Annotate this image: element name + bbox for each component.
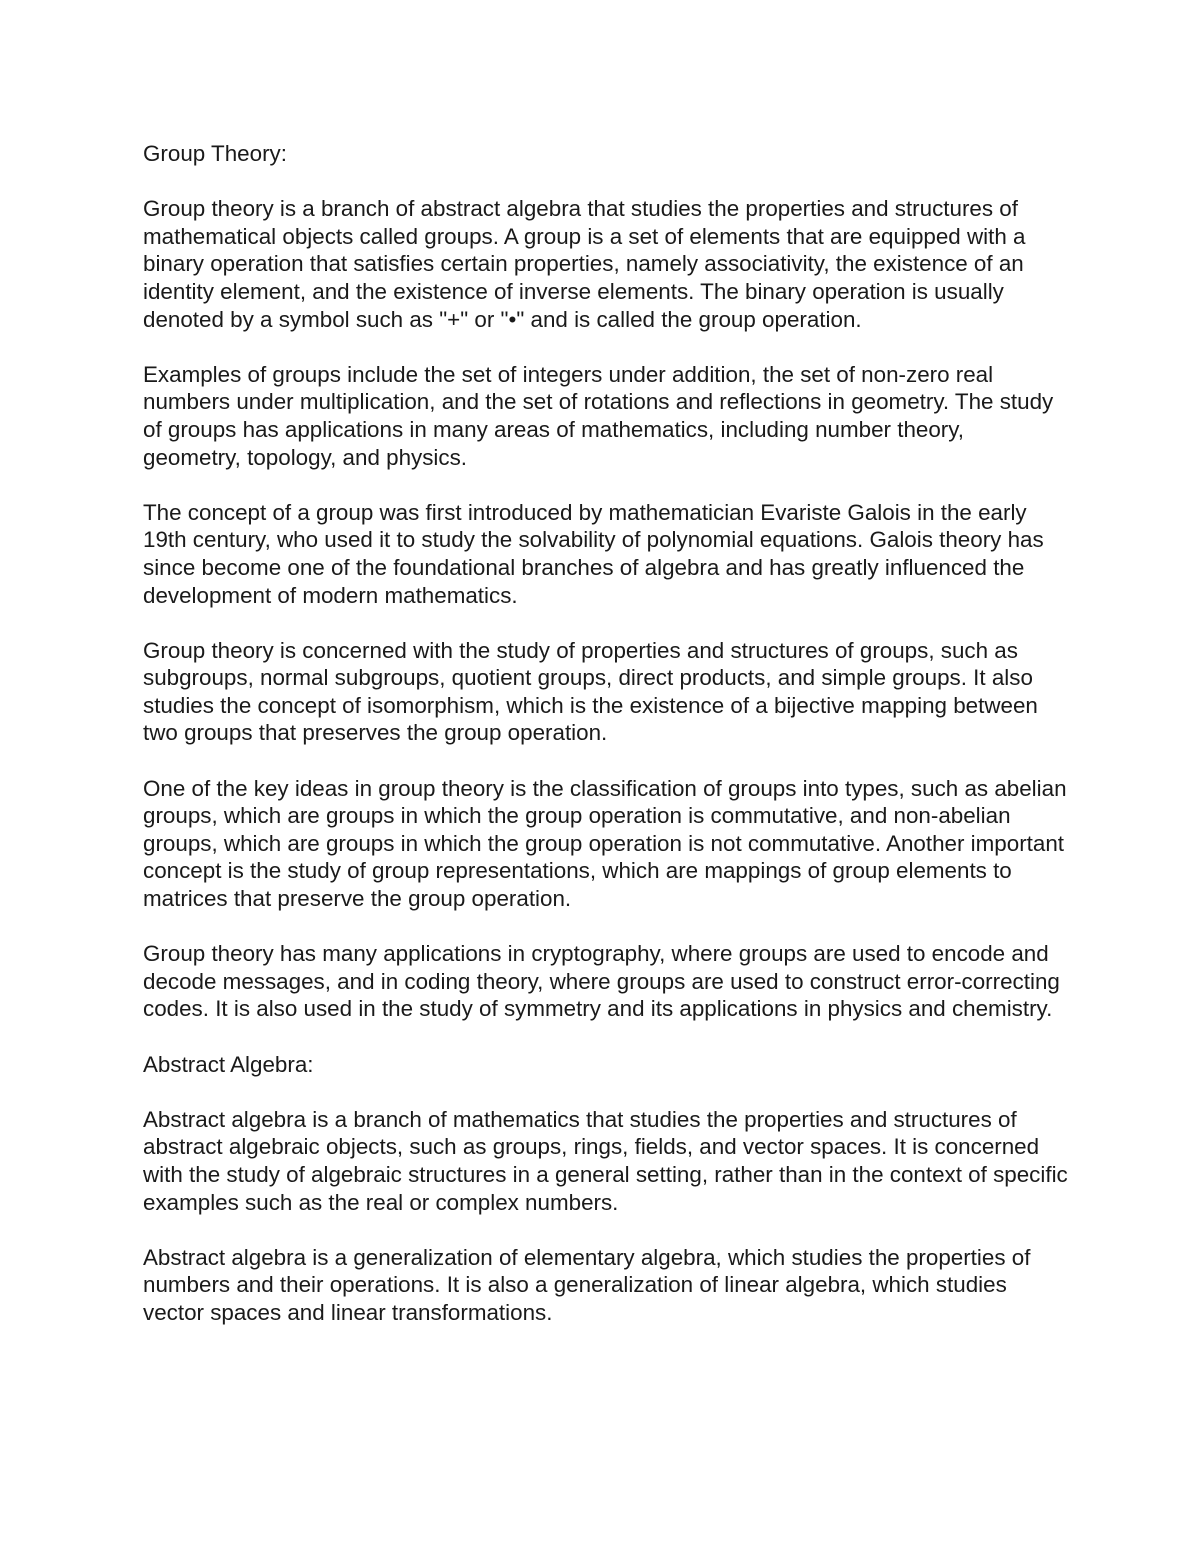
paragraph: Group theory is a branch of abstract algebra that studies the properties and structures of mathematical objects called groups. A group is a set of elements that are equipped with a binary operation that satisfies certain properties, namely associativity, the existence of an identity element, and the existence of inverse elements. The binary operation is usually denoted by a symbol such as "+" or "•" and is called the group operation.: [143, 196, 1026, 332]
paragraph: Group theory has many applications in cryptography, where groups are used to encode and decode messages, and in coding theory, where groups are used to construct error-correcting codes. It is also used in the study of symmetry and its applications in physics and chemistry.: [143, 941, 1060, 1022]
paragraph: Examples of groups include the set of integers under addition, the set of non-zero real numbers under multiplication, and the set of rotations and reflections in geometry. The study of groups has applications in many areas of mathematics, including number theory, geometry, topology, and physics.: [143, 361, 1054, 470]
document-body: [143, 140, 1068, 1354]
paragraph: One of the key ideas in group theory is the classification of groups into types, such as abelian groups, which are groups in which the group operation is commutative, and non-abelian groups, which are groups in which the group operation is not commutative. Another important concept is the study of group representations, which are mappings of group elements to matrices that preserve the group operation.: [143, 775, 1067, 912]
paragraph: Group theory is concerned with the study of properties and structures of groups, such as subgroups, normal subgroups, quotient groups, direct products, and simple groups. It also studies the concept of isomorphism, which is the existence of a bijective mapping between two groups that preserves the group operation.: [143, 637, 1038, 746]
paragraph: The concept of a group was first introduced by mathematician Evariste Galois in the early 19th century, who used it to study the solvability of polynomial equations. Galois theory has since become one of the foundational branches of algebra and has greatly influenced the development of modern mathematics.: [143, 499, 1044, 608]
section-heading-group-theory: Group Theory:: [143, 141, 287, 166]
paragraph: Abstract algebra is a generalization of elementary algebra, which studies the properties of numbers and their operations. It is also a generalization of linear algebra, which studies vector spaces and linear transformations.: [143, 1244, 1031, 1325]
paragraph: Abstract algebra is a branch of mathematics that studies the properties and structures of abstract algebraic objects, such as groups, rings, fields, and vector spaces. It is concerned with the study of algebraic structures in a general setting, rather than in the context of specific examples such as the real or complex numbers.: [143, 1106, 1068, 1215]
section-heading-abstract-algebra: Abstract Algebra:: [143, 1051, 314, 1077]
